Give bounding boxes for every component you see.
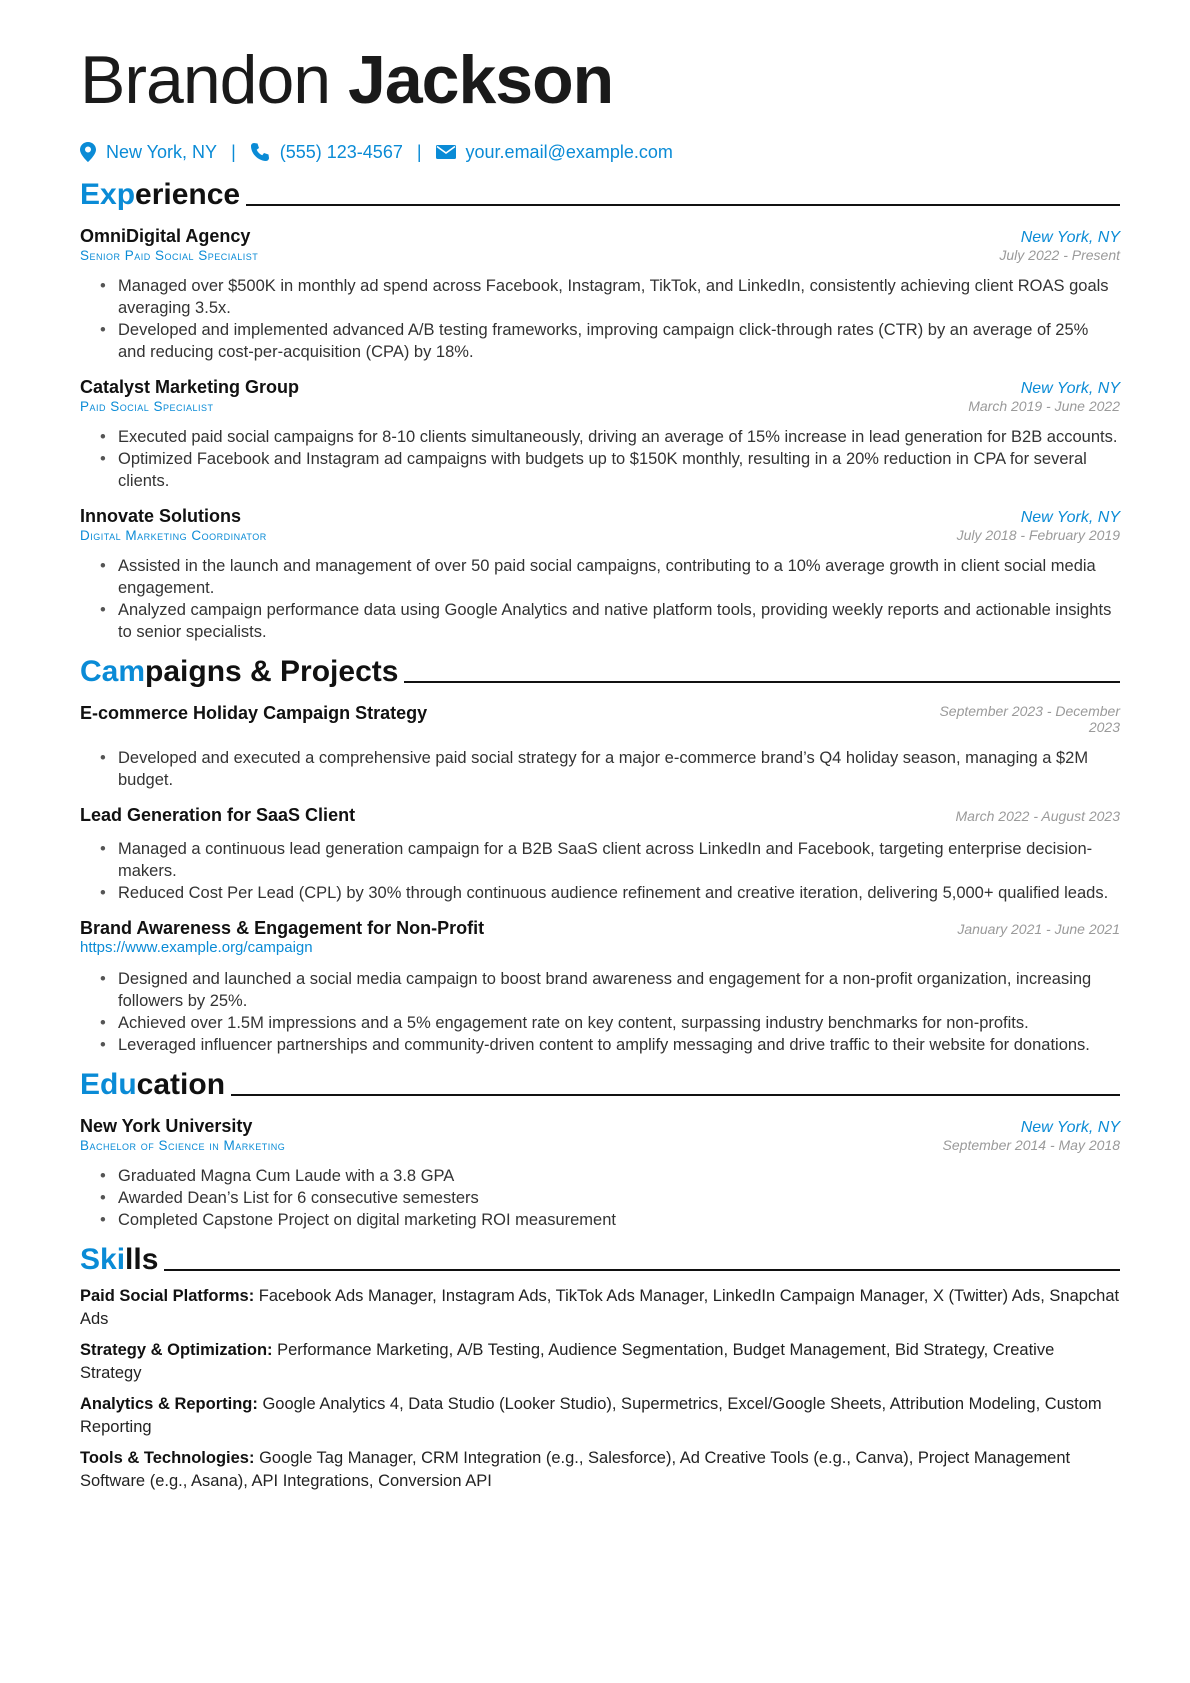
skill-line: Tools & Technologies: Google Tag Manager, CRM Integration (e.g., Salesforce), Ad Creative Tools (e.g., Canva), Project Management Software (e.g., Asana), API Integrations, Conversion API — [80, 1449, 1071, 1490]
skill-line: Paid Social Platforms: Facebook Ads Manager, Instagram Ads, TikTok Ads Manager, LinkedIn Campaign Manager, X (Twitter) Ads, Snapchat Ads — [80, 1287, 1120, 1328]
projects-heading: Campaigns & Projects — [80, 651, 1120, 689]
bullet-list — [80, 838, 1120, 904]
skill-line: Strategy & Optimization: Performance Marketing, A/B Testing, Audience Segmentation, Budget Management, Bid Strategy, Creative Strategy — [80, 1341, 1055, 1382]
experience-heading: Experience — [80, 174, 1120, 212]
section-divider — [164, 1269, 1120, 1271]
separator: | — [231, 141, 236, 162]
bullet-list — [80, 747, 1120, 791]
skill-line: Analytics & Reporting: Google Analytics 4, Data Studio (Looker Studio), Supermetrics, Excel/Google Sheets, Attribution Modeling, Custom Reporting — [80, 1395, 1102, 1436]
bullet-list — [80, 426, 1120, 492]
list-item: • Assisted in the launch and management of over 50 paid social campaigns, contributing to a 10% average growth in client social media engagement. — [118, 555, 1120, 599]
location-text: New York, NY — [106, 141, 218, 162]
bullet-list — [80, 275, 1120, 363]
section-divider — [404, 681, 1120, 683]
list-item: • Executed paid social campaigns for 8-10 clients simultaneously, driving an average of 15% increase in lead generation for B2B accounts. — [118, 426, 1120, 448]
list-item: • Leveraged influencer partnerships and community-driven content to amplify messaging and drive traffic to their website for donations. — [118, 1034, 1120, 1056]
project-entry: Lead Generation for SaaS Client March 2022 - August 2023 • Managed a continuous lead generation campaign for a B2B SaaS client across LinkedIn and Facebook, targeting enterprise decision-makers. • Reduced Cost Per Lead (CPL) by 30% through continuous audience refinement and creative iteration, delivering 5,000+ qualified leads. — [80, 805, 1120, 904]
map-pin-icon — [80, 142, 96, 162]
list-item: • Developed and implemented advanced A/B testing frameworks, improving campaign click-through rates (CTR) by an average of 25% and reducing cost-per-acquisition (CPA) by 18%. — [118, 319, 1120, 363]
email-link[interactable]: your.email@example.com — [465, 141, 673, 162]
project-entry: E-commerce Holiday Campaign Strategy September 2023 - December 2023 • Developed and executed a comprehensive paid social strategy for a major e-commerce brand’s Q4 holiday season, managing a $2M budget. — [80, 703, 1120, 791]
list-item: • Optimized Facebook and Instagram ad campaigns with budgets up to $150K monthly, resulting in a 20% reduction in CPA for several clients. — [118, 448, 1120, 492]
separator: | — [416, 141, 422, 162]
experience-entry: Catalyst Marketing Group New York, NY Paid Social Specialist March 2019 - June 2022 • Executed paid social campaigns for 8-10 clients simultaneously, driving an average of 15% increase in lead generation for B2B accounts. • Optimized Facebook and Instagram ad campaigns with budgets up to $150K monthly, resulting in a 20% reduction in CPA for several clients. — [80, 377, 1120, 492]
resume-page — [80, 40, 1120, 1493]
list-item: • Managed a continuous lead generation campaign for a B2B SaaS client across LinkedIn and Facebook, targeting enterprise decision-makers. — [118, 838, 1120, 882]
list-item: • Achieved over 1.5M impressions and a 5% engagement rate on key content, surpassing industry benchmarks for non-profits. — [118, 1012, 1120, 1034]
list-item: • Awarded Dean’s List for 6 consecutive semesters — [118, 1187, 1120, 1209]
bullet-list — [80, 555, 1120, 643]
list-item: • Analyzed campaign performance data using Google Analytics and native platform tools, providing weekly reports and actionable insights to senior specialists. — [118, 599, 1120, 643]
phone-text[interactable]: (555) 123-4567 — [279, 141, 403, 162]
list-item: • Developed and executed a comprehensive paid social strategy for a major e-commerce brand’s Q4 holiday season, managing a $2M budget. — [118, 747, 1120, 791]
section-divider — [246, 204, 1120, 206]
last-name: Jackson — [348, 42, 614, 118]
list-item: • Designed and launched a social media campaign to boost brand awareness and engagement for a non-profit organization, increasing followers by 25%. — [118, 968, 1120, 1012]
bullet-list — [80, 1165, 1120, 1231]
experience-entry: Innovate Solutions New York, NY Digital Marketing Coordinator July 2018 - February 2019 • Assisted in the launch and management of over 50 paid social campaigns, contributing to a 10% average growth in client social media engagement. • Analyzed campaign performance data using Google Analytics and native platform tools, providing weekly reports and actionable insights to senior specialists. — [80, 506, 1120, 643]
list-item: • Graduated Magna Cum Laude with a 3.8 GPA — [118, 1165, 1120, 1187]
section-divider — [231, 1094, 1120, 1096]
education-heading: Education — [80, 1064, 1120, 1102]
contact-bar — [80, 138, 1120, 166]
experience-entry: OmniDigital Agency New York, NY Senior Paid Social Specialist July 2022 - Present • Managed over $500K in monthly ad spend across Facebook, Instagram, TikTok, and LinkedIn, consistently achieving client ROAS goals averaging 3.5x. • Developed and implemented advanced A/B testing frameworks, improving campaign click-through rates (CTR) by an average of 25% and reducing cost-per-acquisition (CPA) by 18%. — [80, 226, 1120, 363]
candidate-name — [80, 40, 1120, 120]
list-item: • Reduced Cost Per Lead (CPL) by 30% through continuous audience refinement and creative iteration, delivering 5,000+ qualified leads. — [118, 882, 1120, 904]
bullet-list — [80, 968, 1120, 1056]
envelope-icon — [436, 142, 456, 162]
skills-heading: Skills — [80, 1239, 1120, 1277]
project-entry: Brand Awareness & Engagement for Non-Profit January 2021 - June 2021 https://www.example.org/campaign • Designed and launched a social media campaign to boost brand awareness and engagement for a non-profit organization, increasing followers by 25%. • Achieved over 1.5M impressions and a 5% engagement rate on key content, surpassing industry benchmarks for non-profits. • Leveraged influencer partnerships and community-driven content to amplify messaging and drive traffic to their website for donations. — [80, 918, 1120, 1056]
first-name: Brandon — [80, 42, 331, 118]
phone-icon — [250, 142, 270, 162]
list-item: • Completed Capstone Project on digital marketing ROI measurement — [118, 1209, 1120, 1231]
list-item: • Managed over $500K in monthly ad spend across Facebook, Instagram, TikTok, and LinkedIn, consistently achieving client ROAS goals averaging 3.5x. — [118, 275, 1120, 319]
project-link[interactable]: https://www.example.org/campaign — [80, 939, 313, 956]
education-entry: New York University New York, NY Bachelor of Science in Marketing September 2014 - May 2018 • Graduated Magna Cum Laude with a 3.8 GPA • Awarded Dean’s List for 6 consecutive semesters • Completed Capstone Project on digital marketing ROI measurement — [80, 1116, 1120, 1231]
